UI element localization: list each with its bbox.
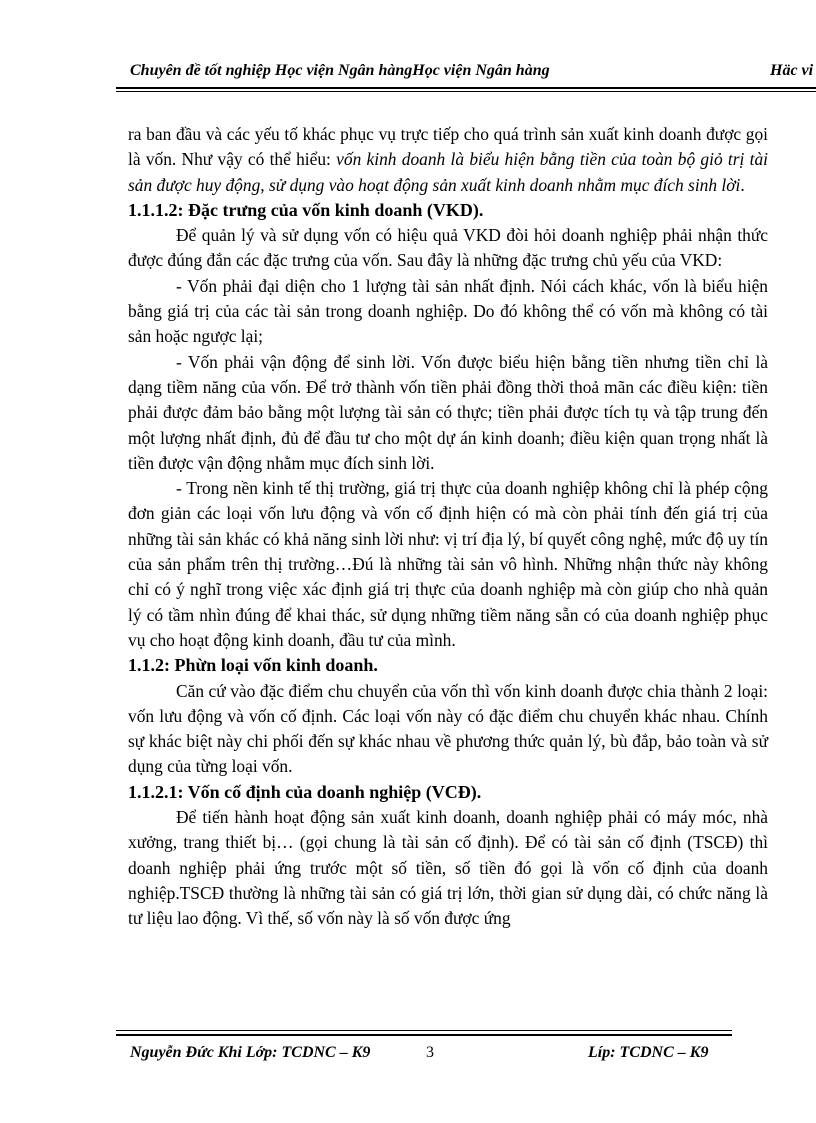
paragraph-2: Để quản lý và sử dụng vốn có hiệu quả VKD đòi hỏi doanh nghiệp phải nhận thức được đúng đắn các đặc trưng của vốn. Sau đây là những đặc trưng chủ yếu của VKD:: [128, 225, 768, 271]
paragraph-1-text: ra ban đầu và các yếu tố khác phục vụ trực tiếp cho quá trình sản xuất kinh doanh được gọi là vốn. Như vậy có thể hiểu:: [128, 124, 768, 170]
paragraph-5: - Trong nền kinh tế thị trường, giá trị thực của doanh nghiệp không chỉ là phép cộng đơn giản các loại vốn lưu động và vốn cố định hiện có mà còn phải tính đến giá trị của những tài sản khác có khả năng sinh lời như: vị trí địa lý, bí quyết công nghệ, mức độ uy tín của sản phẩm trên thị trường…Đú là những tài sản vô hình. Những nhận thức này không chỉ có ý nghĩ trong việc xác định giá trị thực của doanh nghiệp mà còn giúp cho nhà quản lý có tầm nhìn đúng để khai thác, sử dụng những tiềm năng sẵn có của doanh nghiệp phục vụ cho hoạt động kinh doanh, đầu tư của mình.: [128, 478, 768, 650]
definition-italic: vốn kinh doanh là biểu hiện bằng tiền của toàn bộ giỏ trị tài sản được huy động, sử dụng vào hoạt động sản xuất kinh doanh nhằm mục đích sinh lời: [128, 149, 768, 195]
page-header: [130, 62, 816, 86]
paragraph-6: Căn cứ vào đặc điểm chu chuyển của vốn thì vốn kinh doanh được chia thành 2 loại: vốn lưu động và vốn cố định. Các loại vốn này có đặc điểm chu chuyển khác nhau. Chính sự khác biệt này chi phối đến sự khác nhau về phương thức quản lý, bù đắp, bảo toàn và sử dụng của từng loại vốn.: [128, 680, 768, 777]
footer-rule-thin: [116, 1030, 732, 1031]
paragraph-4: - Vốn phải vận động để sinh lời. Vốn được biểu hiện bằng tiền nhưng tiền chỉ là dạng tiềm năng của vốn. Để trở thành vốn tiền phải đồng thời thoả mãn các điều kiện: tiền phải được đảm bảo bằng một lượng tài sản có thực; tiền phải được tích tụ và tập trung đến một lượng nhất định, đủ để đầu tư cho một dự án kinh doanh; điều kiện quan trọng nhất là tiền được vận động nhằm mục đích sinh lời.: [128, 351, 768, 473]
footer-author: Nguyễn Đức Khi Lớp: TCDNC – K9: [130, 1044, 371, 1061]
paragraph-1-end: .: [740, 174, 745, 195]
paragraph-3: - Vốn phải đại diện cho 1 lượng tài sản nhất định. Nói cách khác, vốn là biểu hiện bằng giá trị của các tài sản trong doanh nghiệp. Do đó không thể có vốn mà không có tài sản hoặc ngược lại;: [128, 275, 768, 347]
header-rule: [116, 87, 816, 89]
section-heading-1121: 1.1.2.1: Vốn cố định của doanh nghiệp (VCĐ).: [128, 781, 482, 802]
page-footer: [130, 1044, 750, 1066]
page-body: [128, 122, 768, 932]
footer-class: Líp: TCDNC – K9: [588, 1044, 709, 1061]
section-heading-112: 1.1.2: Phừn loại vốn kinh doanh.: [128, 655, 378, 676]
page-number: 3: [426, 1044, 434, 1061]
header-title: Chuyên đề tốt nghiệp Học viện Ngân hàngHọc viện Ngân hàng: [130, 62, 550, 79]
header-rule-thin: [116, 91, 816, 92]
paragraph-1: [128, 122, 768, 198]
section-heading-1112: 1.1.1.2: Đặc trưng của vốn kinh doanh (VKD).: [128, 199, 484, 220]
paragraph-7: Để tiến hành hoạt động sản xuất kinh doanh, doanh nghiệp phải có máy móc, nhà xưởng, trang thiết bị… (gọi chung là tài sản cố định). Để có tài sản cố định (TSCĐ) thì doanh nghiệp phải ứng trước một số tiền, số tiền đó gọi là vốn cố định của doanh nghiệp.TSCĐ thường là những tài sản có giá trị lớn, thời gian sử dụng dài, có chức năng là tư liệu lao động. Vì thế, số vốn này là số vốn được ứng: [128, 807, 768, 929]
header-right-text: Häc vi: [770, 62, 814, 79]
footer-rule: [116, 1034, 732, 1036]
